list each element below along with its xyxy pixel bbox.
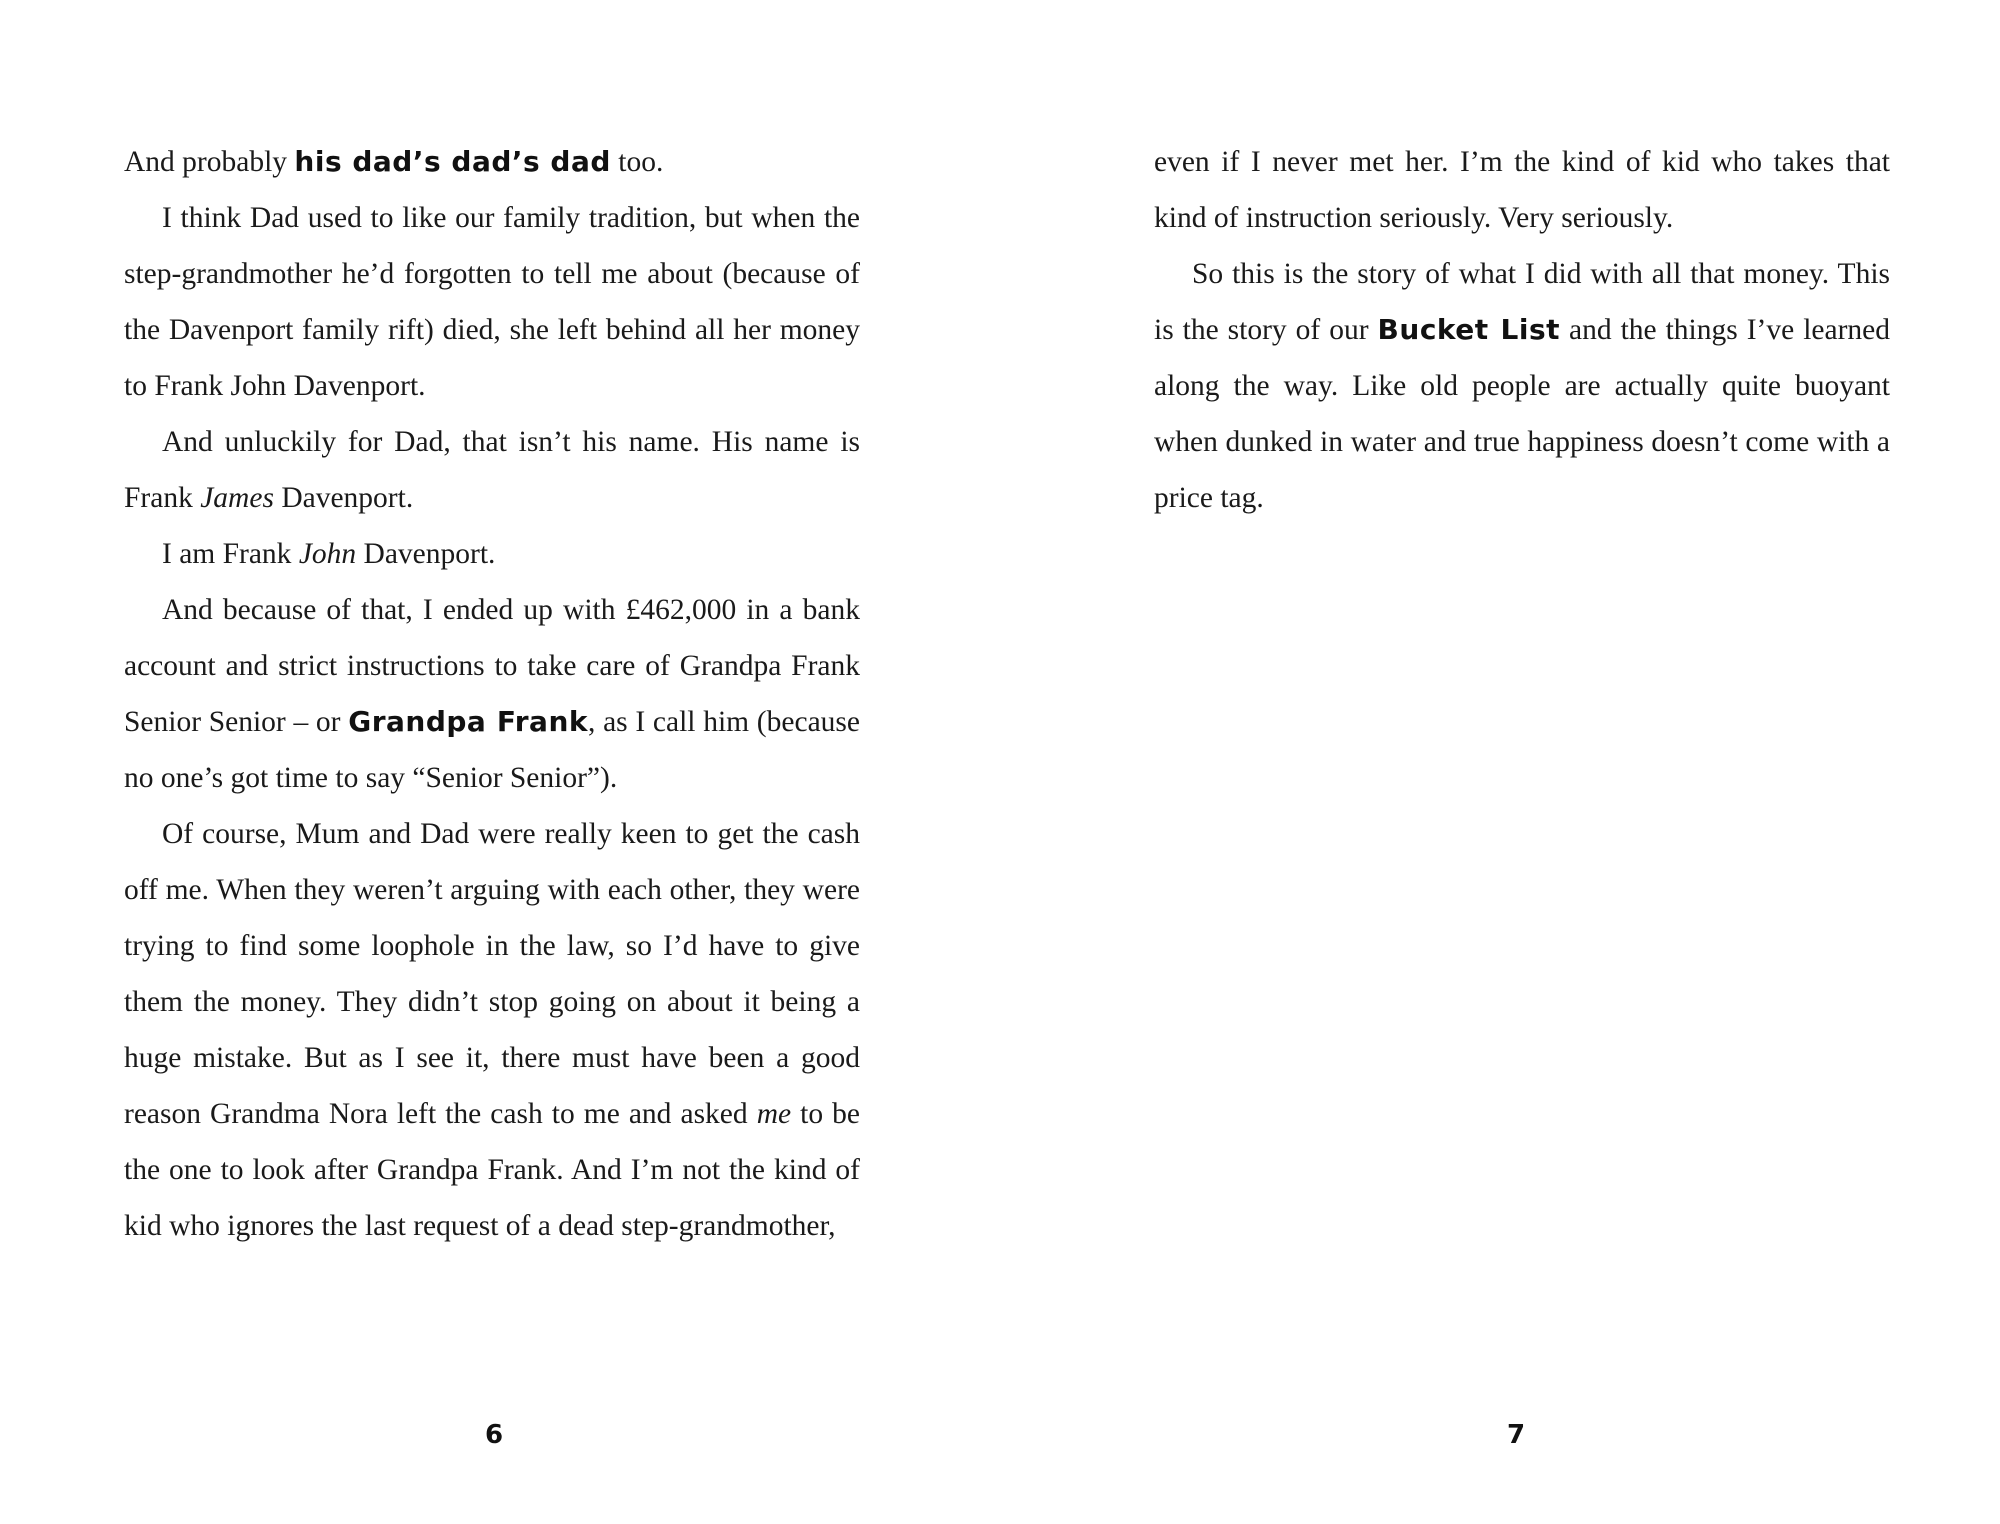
- paragraph: [1154, 246, 1890, 526]
- italic-word: James: [200, 482, 274, 514]
- text-run: And because of that, I ended up with £462,000 in a bank account and strict instructions to take care of Grandpa Frank Senior Senior – or: [124, 594, 860, 738]
- text-run: Davenport.: [273, 482, 414, 514]
- display-phrase: his dad’s dad’s dad: [294, 145, 611, 178]
- page-number: 7: [1506, 1420, 1526, 1450]
- paragraph: [124, 190, 860, 414]
- text-run: too.: [610, 146, 664, 178]
- text-run: Of course, Mum and Dad were really keen to get the cash off me. When they weren’t arguing with each other, they were trying to find some loophole in the law, so I’d have to give them the money. They didn’t stop going on about it being a huge mistake. But as I see it, there must have been a good reason Grandma Nora left the cash to me and asked: [124, 818, 860, 1130]
- paragraph: [124, 582, 860, 806]
- page-number: 6: [484, 1420, 504, 1450]
- paragraph: [1154, 134, 1890, 246]
- text-run: even if I never met her. I’m the kind of kid who takes that kind of instruction seriously. Very seriously.: [1154, 146, 1890, 234]
- text-run: So this is the story of what I did with all that money. This is the story of our: [1154, 258, 1890, 346]
- text-run: And probably: [124, 146, 295, 178]
- text-run: And unluckily for Dad, that isn’t his name. His name is Frank: [124, 426, 860, 514]
- text-run: I think Dad used to like our family tradition, but when the step-grandmother he’d forgotten to tell me about (because of the Davenport family rift) died, she left behind all her money to Frank John Davenport.: [124, 202, 860, 402]
- text-run: and the things I’ve learned along the way. Like old people are actually quite buoyant when dunked in water and true happiness doesn’t come with a price tag.: [1154, 314, 1890, 514]
- text-run: to be the one to look after Grandpa Frank. And I’m not the kind of kid who ignores the last request of a dead step-grandmother,: [124, 1098, 860, 1242]
- left-page-body: [124, 134, 860, 1254]
- right-page-body: [1154, 134, 1890, 526]
- text-run: I am Frank: [162, 538, 299, 570]
- text-run: , as I call him (because no one’s got time to say “Senior Senior”).: [124, 706, 860, 794]
- paragraph: [124, 526, 860, 582]
- paragraph: [124, 806, 860, 1254]
- paragraph: [124, 134, 860, 190]
- display-phrase: Bucket List: [1377, 313, 1561, 346]
- paragraph: [124, 414, 860, 526]
- italic-word: me: [756, 1098, 792, 1130]
- right-page: [1000, 0, 2000, 1524]
- italic-word: John: [298, 538, 357, 570]
- text-run: Davenport.: [356, 538, 496, 570]
- display-phrase: Grandpa Frank: [348, 705, 588, 738]
